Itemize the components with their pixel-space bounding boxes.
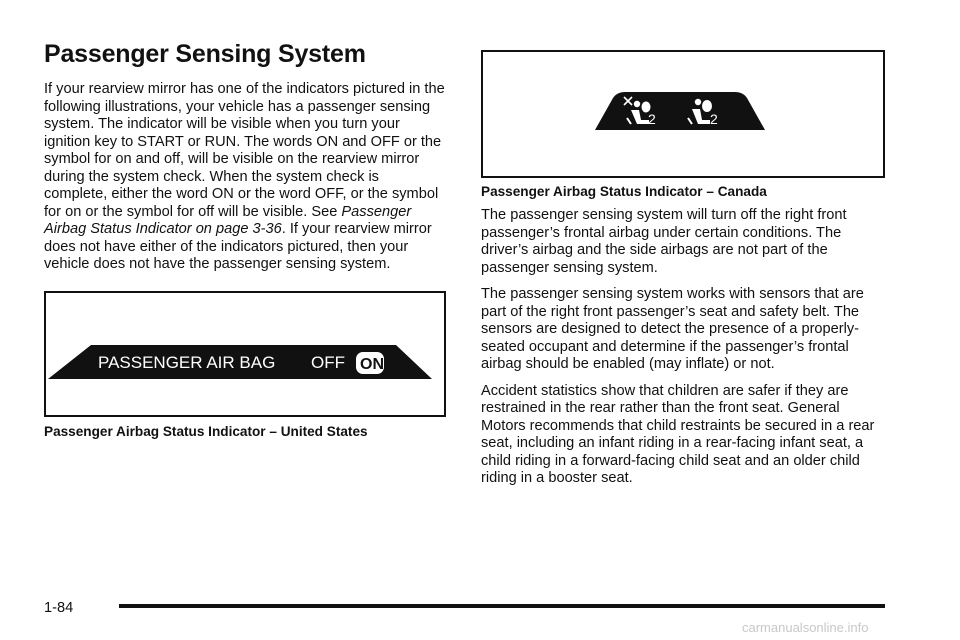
caption-canada: Passenger Airbag Status Indicator – Canada bbox=[481, 184, 767, 199]
intro-text-2: . If your rearview mirror does not have either of the indicators pictured, then your vehicle does not have the passenger sensing system. bbox=[44, 221, 432, 272]
canada-indicator-illustration bbox=[483, 52, 883, 176]
right-column bbox=[481, 50, 885, 497]
on-seat-number: 2 bbox=[710, 111, 718, 127]
footer-rule bbox=[119, 604, 885, 608]
us-label-on: ON bbox=[360, 355, 384, 373]
section-title: Passenger Sensing System bbox=[44, 40, 366, 68]
figure-canada-indicator bbox=[481, 50, 885, 178]
caption-us: Passenger Airbag Status Indicator – United States bbox=[44, 423, 368, 439]
figure-us-indicator bbox=[44, 291, 446, 417]
watermark: carmanualsonline.info bbox=[742, 620, 869, 635]
paragraph-statistics: Accident statistics show that children are safer if they are restrained in the rear rather than the front seat. General Motors recommends that child restraints be secured in a rear seat, including an infant riding in a rear-facing infant seat, a child riding in a forward-facing child seat and an older child riding in a booster seat. bbox=[481, 382, 875, 486]
paragraph-sensors: The passenger sensing system works with sensors that are part of the right front passenger’s seat and safety belt. The sensors are designed to detect the presence of a properly-seated occupant and determine if the passenger’s frontal airbag should be enabled (may inflate) or not. bbox=[481, 286, 864, 372]
paragraph-deactivation: The passenger sensing system will turn off the right front passenger’s frontal airbag under certain conditions. The driver’s airbag and the side airbags are not part of the passenger sensing system. bbox=[481, 207, 847, 276]
off-seat-number: 2 bbox=[648, 111, 656, 127]
left-column bbox=[44, 40, 446, 439]
us-label-off: OFF bbox=[311, 352, 345, 372]
intro-text-1: If your rearview mirror has one of the indicators pictured in the following illustrations, your vehicle has a passenger sensing system. The indicator will be visible when you turn your ignition key to START or RUN. The words ON and OFF or the symbol for on and off, will be visible on the rearview mirror during the system check. When the system check is complete, either the word ON or the word OFF, or the symbol for on or the symbol for off will be visible. See bbox=[44, 81, 445, 220]
intro-paragraph bbox=[44, 81, 446, 274]
us-label-airbag: PASSENGER AIR BAG bbox=[98, 352, 276, 372]
page-number: 1-84 bbox=[44, 600, 74, 616]
us-indicator-illustration bbox=[46, 293, 444, 415]
cross-reference-link[interactable]: Passenger Airbag Status Indicator on page 3-36 bbox=[44, 203, 412, 237]
